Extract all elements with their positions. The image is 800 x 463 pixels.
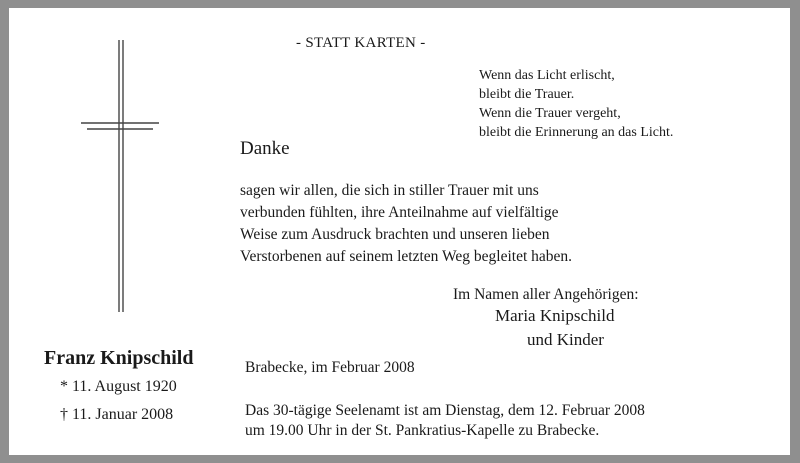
mass-line: Das 30-tägige Seelenamt ist am Dienstag, dem 12. Februar 2008 (245, 402, 645, 419)
thanks-body (240, 180, 572, 268)
obituary-card (9, 8, 790, 455)
mass-line: um 19.00 Uhr in der St. Pankratius-Kapelle zu Brabecke. (245, 422, 600, 439)
thanks-title: Danke (240, 138, 290, 159)
deceased-name: Franz Knipschild (44, 347, 194, 369)
thanks-line: Weise zum Ausdruck brachten und unseren lieben (240, 226, 550, 243)
place-date: Brabecke, im Februar 2008 (245, 359, 415, 376)
poem-line: bleibt die Erinnerung an das Licht. (479, 125, 674, 140)
cross-icon (75, 38, 165, 314)
poem-line: bleibt die Trauer. (479, 87, 575, 102)
signature-family: und Kinder (527, 330, 604, 349)
thanks-line: sagen wir allen, die sich in stiller Trauer mit uns (240, 182, 539, 199)
thanks-line: Verstorbenen auf seinem letzten Weg begleitet haben. (240, 248, 573, 265)
mass-notice (245, 401, 645, 441)
signature-name: Maria Knipschild (495, 306, 615, 325)
birth-date: * 11. August 1920 (60, 378, 177, 395)
thanks-line: verbunden fühlten, ihre Anteilnahme auf vielfältige (240, 204, 559, 221)
statt-karten-header: - STATT KARTEN - (296, 35, 426, 51)
signature-intro: Im Namen aller Angehörigen: (453, 286, 639, 303)
poem-line: Wenn die Trauer vergeht, (479, 106, 621, 121)
death-date: † 11. Januar 2008 (60, 406, 174, 423)
poem-line: Wenn das Licht erlischt, (479, 68, 615, 83)
poem (479, 66, 673, 142)
